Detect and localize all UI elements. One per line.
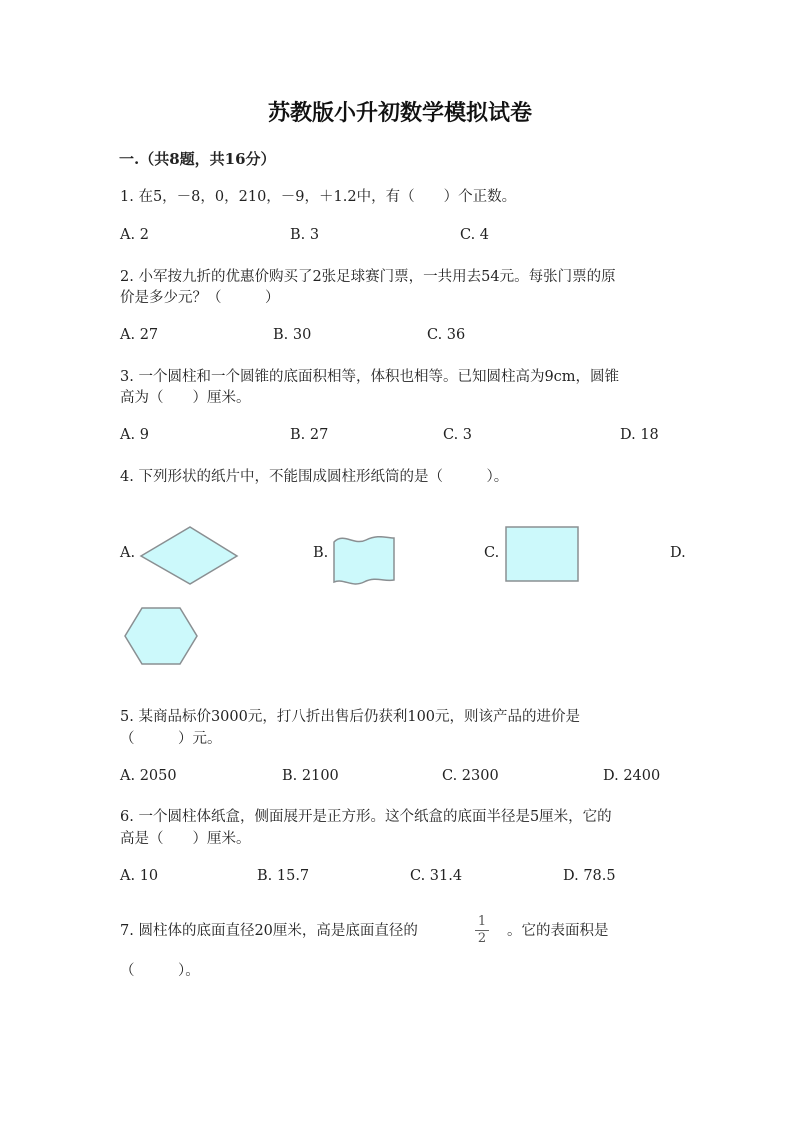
question-7-text-line1-after: 。它的表面积是 xyxy=(507,923,609,939)
q6-option-b: B. 15.7 xyxy=(257,868,310,884)
q3-option-a: A. 9 xyxy=(120,427,149,443)
question-5-text-line1: 5. 某商品标价3000元，打八折出售后仍获利100元，则该产品的进价是 xyxy=(120,709,581,725)
rectangle-shape xyxy=(505,526,580,582)
wavy-flag-shape xyxy=(332,534,396,586)
q1-option-c: C. 4 xyxy=(460,227,490,243)
q4-option-c: C. xyxy=(484,545,500,561)
q5-option-a: A. 2050 xyxy=(120,768,177,784)
question-2-text-line1: 2. 小军按九折的优惠价购买了2张足球赛门票，一共用去54元。每张门票的原 xyxy=(120,269,616,285)
q6-option-c: C. 31.4 xyxy=(410,868,463,884)
q4-option-d: D. xyxy=(670,545,686,561)
question-3-text-line1: 3. 一个圆柱和一个圆锥的底面积相等，体积也相等。已知圆柱高为9cm，圆锥 xyxy=(120,369,620,385)
q4-option-b: B. xyxy=(313,545,329,561)
rhombus-shape xyxy=(140,526,240,586)
q2-option-c: C. 36 xyxy=(427,327,466,343)
question-7-text-line2: （ ）。 xyxy=(120,963,200,979)
q1-option-a: A. 2 xyxy=(120,227,149,243)
question-6-text-line2: 高是（ ）厘米。 xyxy=(120,831,251,847)
question-6-text-line1: 6. 一个圆柱体纸盒，侧面展开是正方形。这个纸盒的底面半径是5厘米，它的 xyxy=(120,809,612,825)
q3-option-c: C. 3 xyxy=(443,427,473,443)
q2-option-a: A. 27 xyxy=(120,327,159,343)
q5-option-c: C. 2300 xyxy=(442,768,499,784)
q4-option-a: A. xyxy=(120,545,136,561)
fraction-numerator: 1 xyxy=(477,914,487,929)
page-title: 苏教版小升初数学模拟试卷 xyxy=(267,100,532,126)
hexagon-shape xyxy=(124,607,198,665)
question-2-text-line2: 价是多少元？（ ） xyxy=(120,290,280,306)
q6-option-a: A. 10 xyxy=(120,868,159,884)
question-4-text: 4. 下列形状的纸片中，不能围成圆柱形纸筒的是（ ）。 xyxy=(120,469,509,485)
q1-option-b: B. 3 xyxy=(290,227,320,243)
question-3-text-line2: 高为（ ）厘米。 xyxy=(120,390,251,406)
fraction-denominator: 2 xyxy=(477,931,487,946)
q3-option-b: B. 27 xyxy=(290,427,329,443)
question-1-text: 1. 在5，－8，0，210，－9，＋1.2中，有（ ）个正数。 xyxy=(120,189,517,205)
fraction-one-half xyxy=(472,914,492,947)
q5-option-b: B. 2100 xyxy=(282,768,339,784)
q5-option-d: D. 2400 xyxy=(603,768,661,784)
q3-option-d: D. 18 xyxy=(620,427,659,443)
question-5-text-line2: （ ）元。 xyxy=(120,731,222,747)
section-header: 一.（共8题，共16分） xyxy=(119,150,276,168)
q2-option-b: B. 30 xyxy=(273,327,312,343)
q6-option-d: D. 78.5 xyxy=(563,868,616,884)
question-7-text-line1: 7. 圆柱体的底面直径20厘米，高是底面直径的 xyxy=(120,923,418,939)
